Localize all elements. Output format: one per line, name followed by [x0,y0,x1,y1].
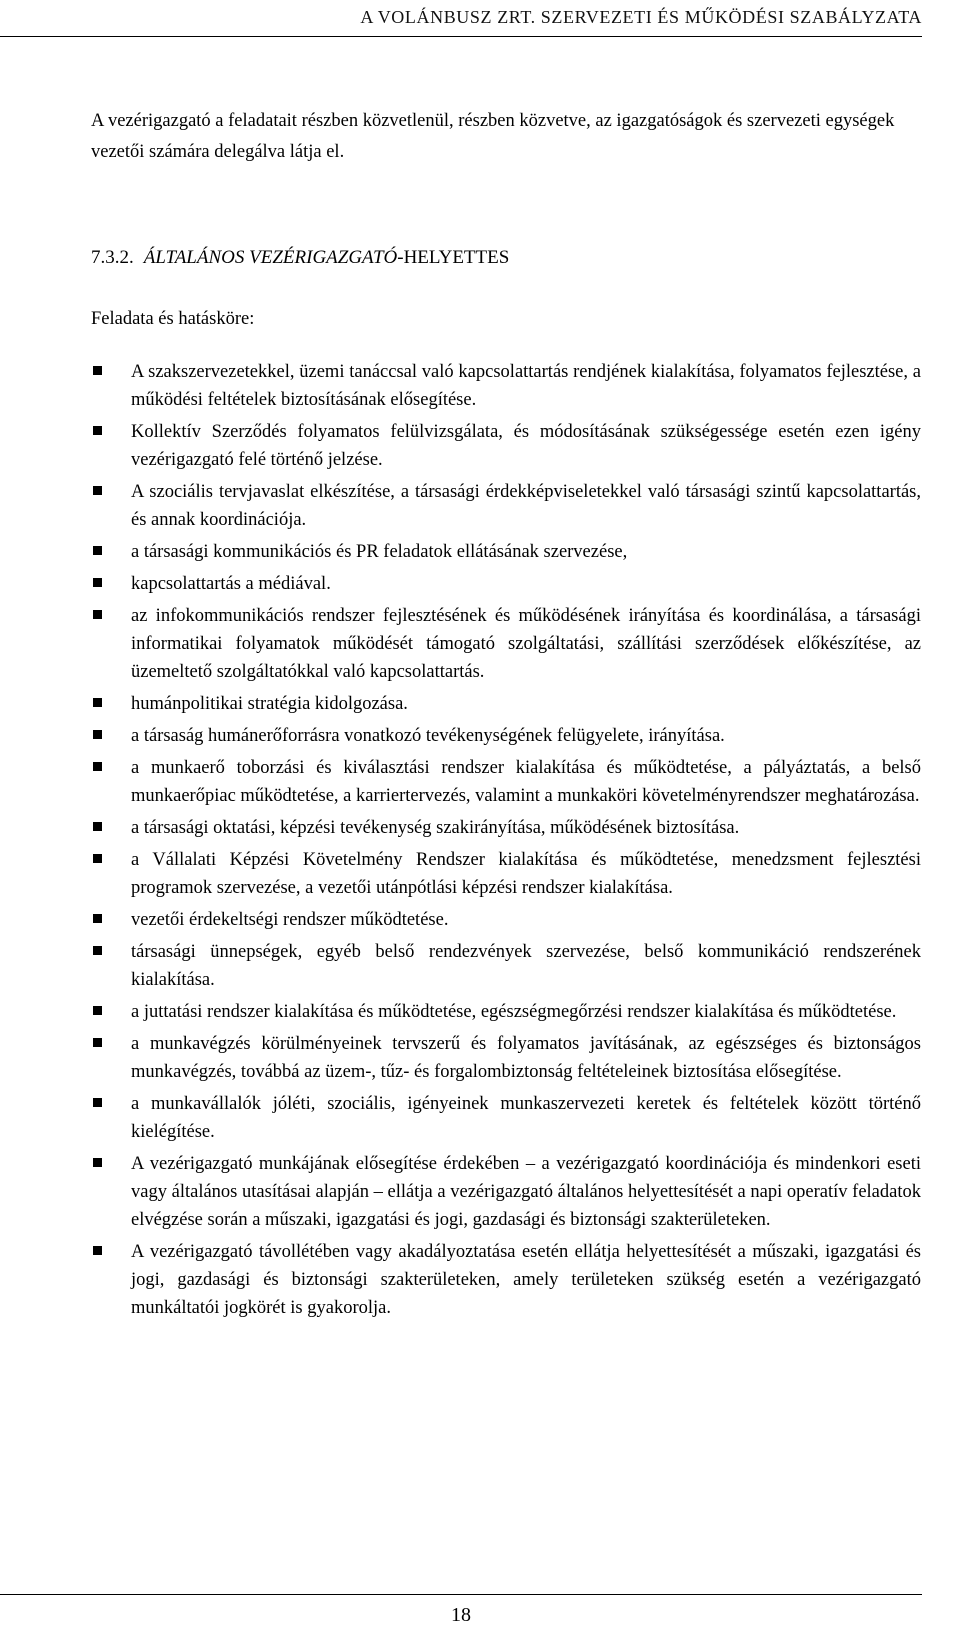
square-bullet-icon [93,1246,102,1255]
list-item-text: az infokommunikációs rendszer fejlesztésének és működésének irányítása és koordinálása, a társasági informatikai folyamatok működését támogató szolgáltatási, szállítási szerződések előkészítése, az üzemeltető szolgáltatókkal való kapcsolattartás. [131,606,921,682]
list-item [91,538,921,566]
square-bullet-icon [93,730,102,739]
list-item [91,570,921,598]
list-item-text: a társaság humánerőforrásra vonatkozó tevékenységének felügyelete, irányítása. [131,726,725,746]
square-bullet-icon [93,1098,102,1107]
list-item-text: a társasági kommunikációs és PR feladatok ellátásának szervezése, [131,542,628,562]
list-item-text: a Vállalati Képzési Követelmény Rendszer kialakítása és működtetése, menedzsment fejlesztési programok szervezése, a vezetői utánpótlási képzési rendszer kialakítása. [131,850,921,898]
list-item [91,1238,921,1322]
square-bullet-icon [93,610,102,619]
square-bullet-icon [93,486,102,495]
list-item-text: A szakszervezetekkel, üzemi tanáccsal való kapcsolattartás rendjének kialakítása, folyamatos fejlesztése, a működési feltételek biztosításának elősegítése. [131,362,921,410]
square-bullet-icon [93,546,102,555]
section-title-italic: ÁLTALÁNOS VEZÉRIGAZGATÓ [143,247,398,268]
list-item [91,602,921,686]
square-bullet-icon [93,1038,102,1047]
list-item-text: a munkaerő toborzási és kiválasztási rendszer kialakítása és működtetése, a pályáztatás, a belső munkaerőpiac működtetése, a karriertervezés, valamint a munkaköri követelményrendszer meghatározása. [131,758,921,806]
list-item [91,722,921,750]
square-bullet-icon [93,1158,102,1167]
list-item-text: A vezérigazgató munkájának elősegítése érdekében – a vezérigazgató koordinációja és mindenkori eseti vagy általános utasításai alapján – ellátja a vezérigazgató általános helyettesítését a napi operatív feladatok elvégzése során a műszaki, igazgatási és jogi, gazdasági és biztonsági szakterületeken. [131,1154,921,1230]
list-item [91,690,921,718]
list-item [91,418,921,474]
document-header: A VOLÁNBUSZ ZRT. SZERVEZETI ÉS MŰKÖDÉSI SZABÁLYZATA [0,2,922,37]
section-subtitle: Feladata és hatásköre: [91,309,255,329]
square-bullet-icon [93,914,102,923]
list-item-text: társasági ünnepségek, egyéb belső rendezvények szervezése, belső kommunikáció rendszerének kialakítása. [131,942,921,990]
list-item [91,1030,921,1086]
square-bullet-icon [93,822,102,831]
section-title-rest: -HELYETTES [397,247,510,268]
list-item-text: kapcsolattartás a médiával. [131,574,331,594]
list-item-text: humánpolitikai stratégia kidolgozása. [131,694,408,714]
square-bullet-icon [93,854,102,863]
list-item [91,754,921,810]
list-item [91,814,921,842]
list-item-text: a munkavégzés körülményeinek tervszerű és folyamatos javításának, az egészséges és biztonságos munkavégzés, továbbá az üzem-, tűz- és forgalombiztonság feltételeinek biztosítása elősegítése. [131,1034,921,1082]
footer-divider [0,1594,922,1595]
list-item [91,906,921,934]
square-bullet-icon [93,426,102,435]
square-bullet-icon [93,578,102,587]
list-item [91,938,921,994]
list-item-text: A szociális tervjavaslat elkészítése, a társasági érdekképviseletekkel való társasági szintű kapcsolattartás, és annak koordinációja. [131,482,921,530]
list-item [91,1150,921,1234]
square-bullet-icon [93,762,102,771]
page-number: 18 [451,1604,471,1626]
list-item [91,1090,921,1146]
list-item [91,998,921,1026]
list-item-text: Kollektív Szerződés folyamatos felülvizsgálata, és módosításának szükségessége esetén ezen igény vezérigazgató felé történő jelzése. [131,422,921,470]
list-item-text: a juttatási rendszer kialakítása és működtetése, egészségmegőrzési rendszer kialakítása és működtetése. [131,1002,897,1022]
square-bullet-icon [93,1006,102,1015]
section-title [91,243,921,273]
task-list [91,358,921,1326]
list-item-text: a munkavállalók jóléti, szociális, igényeinek munkaszervezeti keretek és feltételek között történő kielégítése. [131,1094,921,1142]
list-item [91,478,921,534]
square-bullet-icon [93,366,102,375]
list-item [91,846,921,902]
list-item [91,358,921,414]
list-item-text: A vezérigazgató távollétében vagy akadályoztatása esetén ellátja helyettesítését a műszaki, igazgatási és jogi, gazdasági és biztonsági szakterületeken, amely területeken szükség esetén a vezérigazgató munkáltatói jogkörét is gyakorolja. [131,1242,921,1318]
list-item-text: a társasági oktatási, képzési tevékenység szakirányítása, működésének biztosítása. [131,818,740,838]
list-item-text: vezetői érdekeltségi rendszer működtetése. [131,910,449,930]
square-bullet-icon [93,946,102,955]
square-bullet-icon [93,698,102,707]
intro-paragraph: A vezérigazgató a feladatait részben közvetlenül, részben közvetve, az igazgatóságok és szervezeti egységek vezetői számára delegálva látja el. [91,111,895,162]
section-number: 7.3.2. [91,247,134,268]
